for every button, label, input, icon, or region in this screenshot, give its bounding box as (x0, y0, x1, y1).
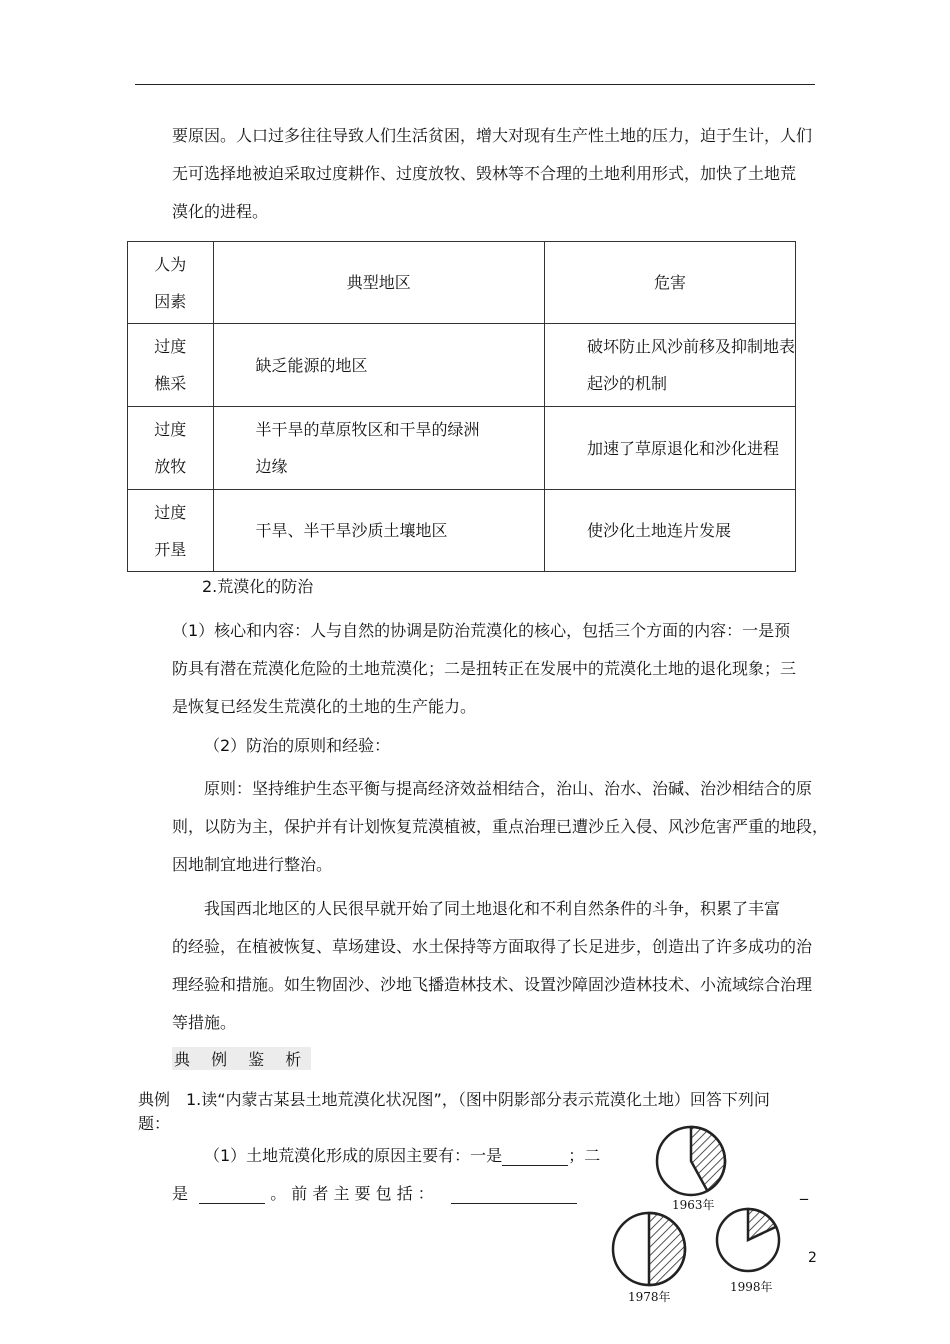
pie-year-label: 1963年 (672, 1198, 715, 1212)
harm-cell: 破坏防止风沙前移及抑制地表 起沙的机制 (544, 324, 795, 407)
table-row (128, 324, 796, 407)
region-cell: 缺乏能源的地区 (213, 324, 544, 407)
table-row (128, 490, 796, 572)
region-cell: 干旱、半干旱沙质土壤地区 (213, 490, 544, 572)
intro-line: 要原因。人口过多往往导致人们生活贫困，增大对现有生产性土地的压力，迫于生计，人们 (172, 126, 813, 145)
pie-1998 (714, 1206, 782, 1278)
intro-paragraph (172, 117, 822, 231)
page-number: 2 (808, 1250, 817, 1266)
header-rule (135, 84, 815, 85)
pie-1978-graphic (610, 1210, 688, 1288)
harm-cell: 加速了草原退化和沙化进程 (544, 407, 795, 490)
region-cell: 半干旱的草原牧区和干旱的绿洲 边缘 (213, 407, 544, 490)
content-paragraph: （1）核心和内容：人与自然的协调是防治荒漠化的核心，包括三个方面的内容：一是预 防具有潜在荒漠化危险的土地荒漠化；二是扭转正在发展中的荒漠化土地的退化现象；三 是恢复已经发生荒漠化的土地的生产能力。 (172, 621, 797, 716)
factor-cell: 过度 樵采 (128, 324, 214, 407)
intro-line: 无可选择地被迫采取过度耕作、过度放牧、毁林等不合理的土地利用形式，加快了土地荒 (172, 164, 797, 183)
pie-1998-graphic (714, 1206, 782, 1274)
answer-blank[interactable] (502, 1146, 568, 1166)
answer-blank[interactable] (199, 1184, 265, 1204)
human-factors-table (127, 241, 796, 572)
section-title: 2.荒漠化的防治 (202, 577, 314, 596)
sub-question-1: （1）土地荒漠化形成的原因主要有：一是 ；二 (204, 1146, 601, 1165)
example-tag: 典 例 鉴 析 (172, 1047, 311, 1070)
harm-cell: 使沙化土地连片发展 (544, 490, 795, 572)
pie-year-label: 1978年 (628, 1290, 671, 1304)
desert-slice (649, 1213, 685, 1285)
answer-blank[interactable] (451, 1184, 577, 1204)
header-region: 典型地区 (213, 242, 544, 324)
subsection-title: （2）防治的原则和经验： (204, 736, 391, 755)
table-header-row (128, 242, 796, 324)
header-harm: 危害 (544, 242, 795, 324)
sub-question-2: 是 。 前 者 主 要 包 括 ： (172, 1181, 577, 1204)
pie-1963 (654, 1124, 728, 1202)
trailing-dash: _ (800, 1181, 808, 1200)
header-factor: 人为 因素 (128, 242, 214, 324)
principles-paragraph: 原则：坚持维护生态平衡与提高经济效益相结合，治山、治水、治碱、治沙相结合的原 则，以防为主，保护并有计划恢复荒漠植被，重点治理已遭沙丘入侵、风沙危害严重的地段， 因地制宜地进行整治。 (172, 779, 829, 874)
example-question: 典例 1.读“内蒙古某县土地荒漠化状况图”，（图中阴影部分表示荒漠化土地）回答下列问 题： (138, 1090, 770, 1133)
factor-cell: 过度 开垦 (128, 490, 214, 572)
table-row (128, 407, 796, 490)
pie-1978 (610, 1210, 688, 1292)
intro-line: 漠化的进程。 (172, 202, 269, 221)
experience-paragraph: 我国西北地区的人民很早就开始了同土地退化和不利自然条件的斗争，积累了丰富 的经验，在植被恢复、草场建设、水土保持等方面取得了长足进步，创造出了许多成功的治 理经验和措施。如生物固沙、沙地飞播造林技术、设置沙障固沙造林技术、小流域综合治理 等措施。 (172, 899, 813, 1032)
pie-year-label: 1998年 (730, 1280, 773, 1294)
factor-cell: 过度 放牧 (128, 407, 214, 490)
pie-1963-graphic (654, 1124, 728, 1198)
